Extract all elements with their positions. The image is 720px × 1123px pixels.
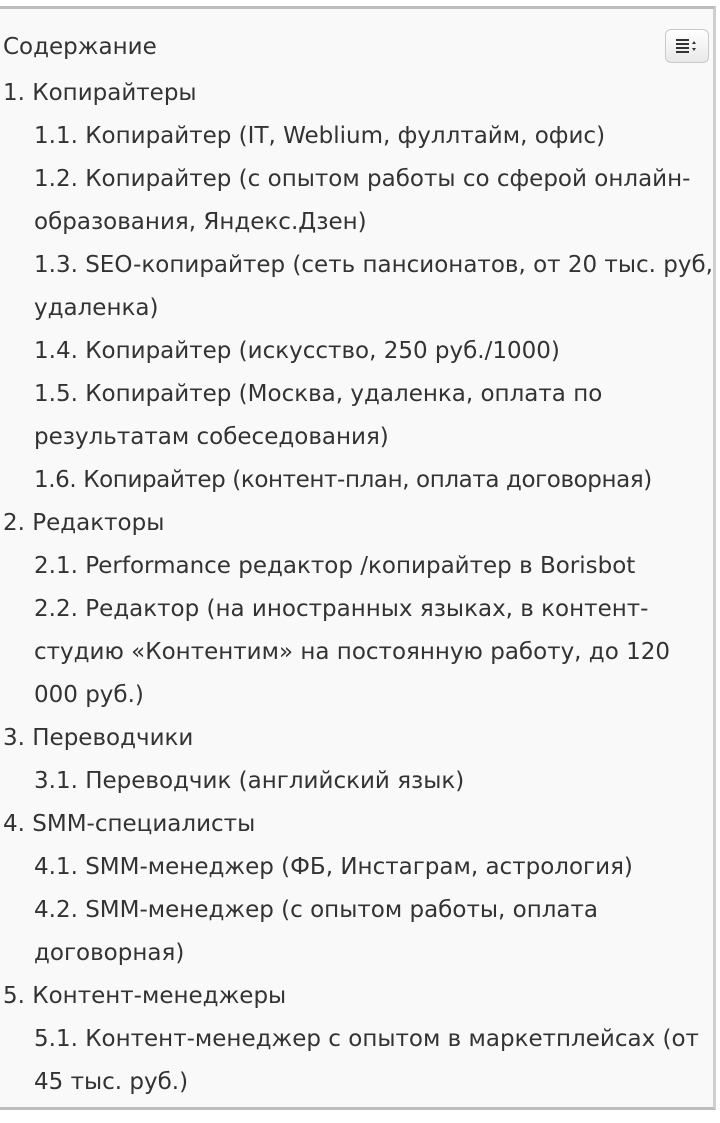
list-toggle-icon [675, 37, 699, 55]
toc-title: Содержание [3, 34, 157, 60]
toc-subsection-link[interactable]: 1.5. Копирайтер (Москва, удаленка, оплата по результатам собеседования) [34, 381, 603, 450]
toc-subsection-link[interactable]: 3.1. Переводчик (английский язык) [34, 768, 465, 794]
toc-section-link[interactable]: 4. SMM-специалисты [3, 811, 256, 837]
toc-subsection-link[interactable]: 1.2. Копирайтер (с опытом работы со сферой онлайн-образования, Яндекс.Дзен) [34, 166, 691, 235]
toc-subsection-link[interactable]: 1.4. Копирайтер (искусство, 250 руб./1000) [34, 338, 560, 364]
toc-list [0, 72, 712, 1104]
toc-section [0, 72, 712, 502]
toc-subsection-list [0, 545, 712, 717]
toc-subsection-link[interactable]: 1.1. Копирайтер (IT, Weblium, фуллтайм, офис) [34, 123, 606, 149]
toc-section-link[interactable]: 5. Контент-менеджеры [3, 983, 287, 1009]
toc-subsection-link[interactable]: 1.3. SEO-копирайтер (сеть пансионатов, от 20 тыс. руб, удаленка) [34, 252, 713, 321]
toc-toggle-button[interactable] [665, 29, 709, 63]
toc-subsection-list [0, 846, 712, 975]
toc-subsection-link[interactable]: 4.2. SMM-менеджер (с опытом работы, оплата договорная) [34, 897, 599, 966]
table-of-contents [0, 6, 716, 1110]
toc-section-link[interactable]: 3. Переводчики [3, 725, 194, 751]
toc-subsection-list [0, 115, 712, 502]
toc-subsection-list [0, 760, 712, 803]
toc-subsection-list [0, 1018, 712, 1104]
toc-section [0, 717, 712, 803]
toc-section-link[interactable]: 1. Копирайтеры [3, 80, 197, 106]
toc-subsection-link[interactable]: 2.2. Редактор (на иностранных языках, в контент-студию «Контентим» на постоянную работу, до 120 000 руб.) [34, 596, 670, 708]
toc-section [0, 502, 712, 717]
toc-section [0, 975, 712, 1104]
toc-subsection-link[interactable]: 1.6. Копирайтер (контент-план, оплата договорная) [34, 467, 652, 493]
toc-section [0, 803, 712, 975]
toc-section-link[interactable]: 2. Редакторы [3, 510, 165, 536]
toc-subsection-link[interactable]: 2.1. Performance редактор /копирайтер в Borisbot [34, 553, 636, 579]
toc-subsection-link[interactable]: 5.1. Контент-менеджер с опытом в маркетплейсах (от 45 тыс. руб.) [34, 1026, 699, 1095]
toc-subsection-link[interactable]: 4.1. SMM-менеджер (ФБ, Инстаграм, астрология) [34, 854, 633, 880]
